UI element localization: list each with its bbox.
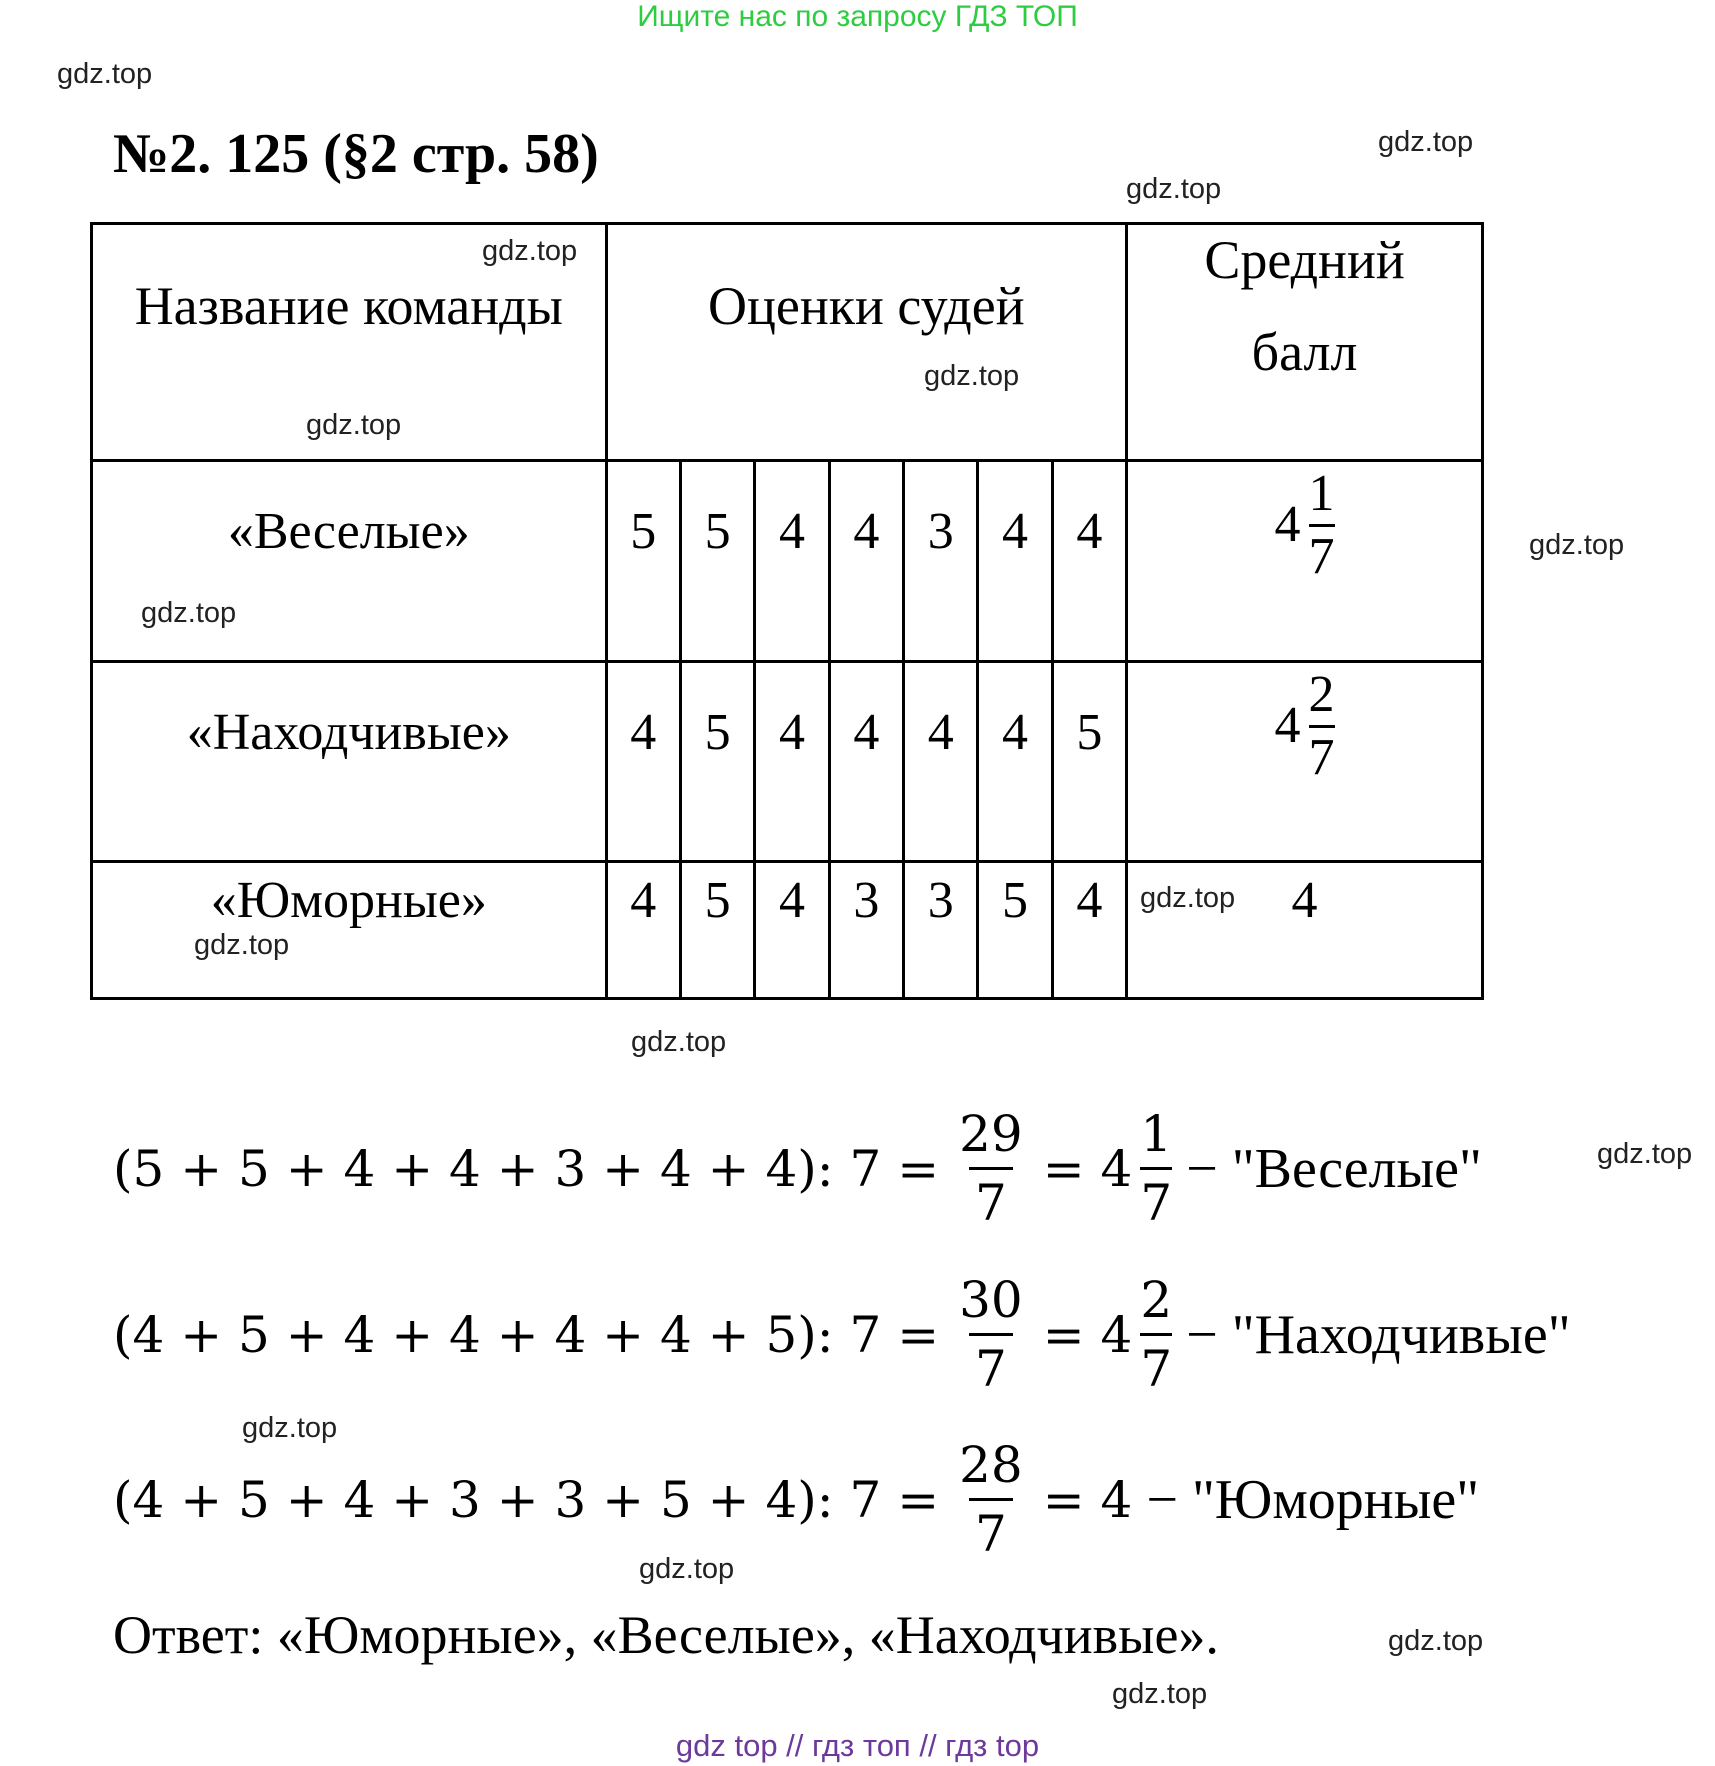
score-cell: 3 [904, 460, 978, 661]
header-avg-line2: балл [1251, 322, 1358, 382]
watermark: gdz.top [141, 597, 237, 629]
fraction-numerator: 29 [959, 1105, 1023, 1163]
equation-sum: (4 + 5 + 4 + 3 + 3 + 5 + 4): 7 = [113, 1470, 940, 1529]
equation-team-label: − "Веселые" [1186, 1137, 1482, 1200]
watermark: gdz.top [639, 1553, 735, 1585]
header-avg-line1: Средний [1204, 230, 1405, 290]
average-cell [1127, 661, 1483, 862]
header-avg-cell [1127, 224, 1483, 461]
equation-line [113, 1271, 1571, 1398]
equation-sum: (4 + 5 + 4 + 4 + 4 + 4 + 5): 7 = [113, 1305, 940, 1364]
fraction-numerator: 28 [959, 1436, 1023, 1494]
fraction-numerator: 1 [1140, 1105, 1173, 1163]
average-mixed-number [1274, 464, 1335, 585]
watermark: gdz.top [194, 929, 290, 961]
fraction-denominator: 7 [1309, 725, 1335, 784]
watermark: gdz.top [1597, 1138, 1693, 1170]
fraction-denominator: 7 [969, 1498, 1013, 1563]
watermark: gdz.top [242, 1412, 338, 1444]
fraction-numerator: 2 [1308, 665, 1335, 723]
equation-result: = 4 [1042, 1470, 1133, 1529]
watermark: gdz.top [1378, 126, 1474, 158]
header-scores: Оценки судей [708, 276, 1025, 336]
footer-links[interactable]: gdz top // гдз топ // гдз top [675, 1728, 1040, 1763]
scores-table [90, 222, 1484, 1000]
fraction-denominator: 7 [969, 1167, 1013, 1232]
fraction-numerator: 2 [1140, 1271, 1173, 1329]
team-name: «Веселые» [92, 460, 607, 661]
watermark: gdz.top [1388, 1625, 1484, 1657]
score-cell: 4 [829, 661, 903, 862]
watermark: gdz.top [924, 360, 1020, 392]
average-cell: 4 [1127, 862, 1483, 999]
score-cell: 4 [755, 460, 829, 661]
watermark: gdz.top [57, 58, 153, 90]
fraction-denominator: 7 [1309, 524, 1335, 583]
equation-team-label: − "Юморные" [1146, 1468, 1480, 1531]
equation-result: = 4 [1042, 1305, 1133, 1364]
average-fraction [1308, 665, 1335, 786]
score-cell: 3 [829, 862, 903, 999]
score-cell: 4 [606, 862, 680, 999]
watermark: gdz.top [1112, 1678, 1208, 1710]
watermark: gdz.top [631, 1026, 727, 1058]
equation-fraction [953, 1436, 1029, 1563]
score-cell: 4 [978, 661, 1052, 862]
watermark: gdz.top [1126, 173, 1222, 205]
score-cell: 4 [755, 862, 829, 999]
watermark: gdz.top [1529, 529, 1625, 561]
table-row [92, 460, 1483, 661]
score-cell: 4 [978, 460, 1052, 661]
search-banner[interactable]: Ищите нас по запросу ГДЗ ТОП [637, 0, 1078, 33]
fraction-denominator: 7 [1140, 1167, 1172, 1232]
watermark: gdz.top [306, 409, 402, 441]
score-cell: 5 [680, 460, 754, 661]
equation-mixed-fraction [1140, 1105, 1172, 1232]
equation-result: = 4 [1042, 1139, 1133, 1198]
score-cell: 4 [1052, 460, 1126, 661]
average-whole: 4 [1274, 697, 1301, 755]
problem-title: №2. 125 (§2 стр. 58) [113, 123, 599, 185]
equation-line [113, 1105, 1482, 1232]
table-row [92, 661, 1483, 862]
fraction-denominator: 7 [1140, 1333, 1172, 1398]
header-team: Название команды [134, 276, 563, 336]
fraction-numerator: 1 [1308, 464, 1335, 522]
watermark: gdz.top [1140, 882, 1236, 914]
equation-fraction [953, 1271, 1029, 1398]
header-scores-cell [606, 224, 1127, 461]
score-cell: 5 [978, 862, 1052, 999]
score-cell: 4 [755, 661, 829, 862]
score-cell: 4 [1052, 862, 1126, 999]
equation-line [113, 1436, 1479, 1563]
equation-sum: (5 + 5 + 4 + 4 + 3 + 4 + 4): 7 = [113, 1139, 940, 1198]
average-cell [1127, 460, 1483, 661]
score-cell: 4 [829, 460, 903, 661]
watermark: gdz.top [482, 235, 578, 267]
score-cell: 5 [680, 661, 754, 862]
score-cell: 4 [904, 661, 978, 862]
table-row [92, 862, 1483, 999]
team-name: «Находчивые» [92, 661, 607, 862]
fraction-numerator: 30 [959, 1271, 1023, 1329]
score-cell: 4 [606, 661, 680, 862]
average-mixed-number [1274, 665, 1335, 786]
team-name: «Юморные» [92, 862, 607, 999]
score-cell: 5 [1052, 661, 1126, 862]
score-cell: 5 [606, 460, 680, 661]
equation-mixed-fraction [1140, 1271, 1172, 1398]
score-cell: 3 [904, 862, 978, 999]
average-fraction [1308, 464, 1335, 585]
fraction-denominator: 7 [969, 1333, 1013, 1398]
score-cell: 5 [680, 862, 754, 999]
equation-team-label: − "Находчивые" [1186, 1303, 1571, 1366]
average-whole: 4 [1274, 496, 1301, 554]
equation-fraction [953, 1105, 1029, 1232]
answer-text: Ответ: «Юморные», «Веселые», «Находчивые». [113, 1605, 1219, 1665]
